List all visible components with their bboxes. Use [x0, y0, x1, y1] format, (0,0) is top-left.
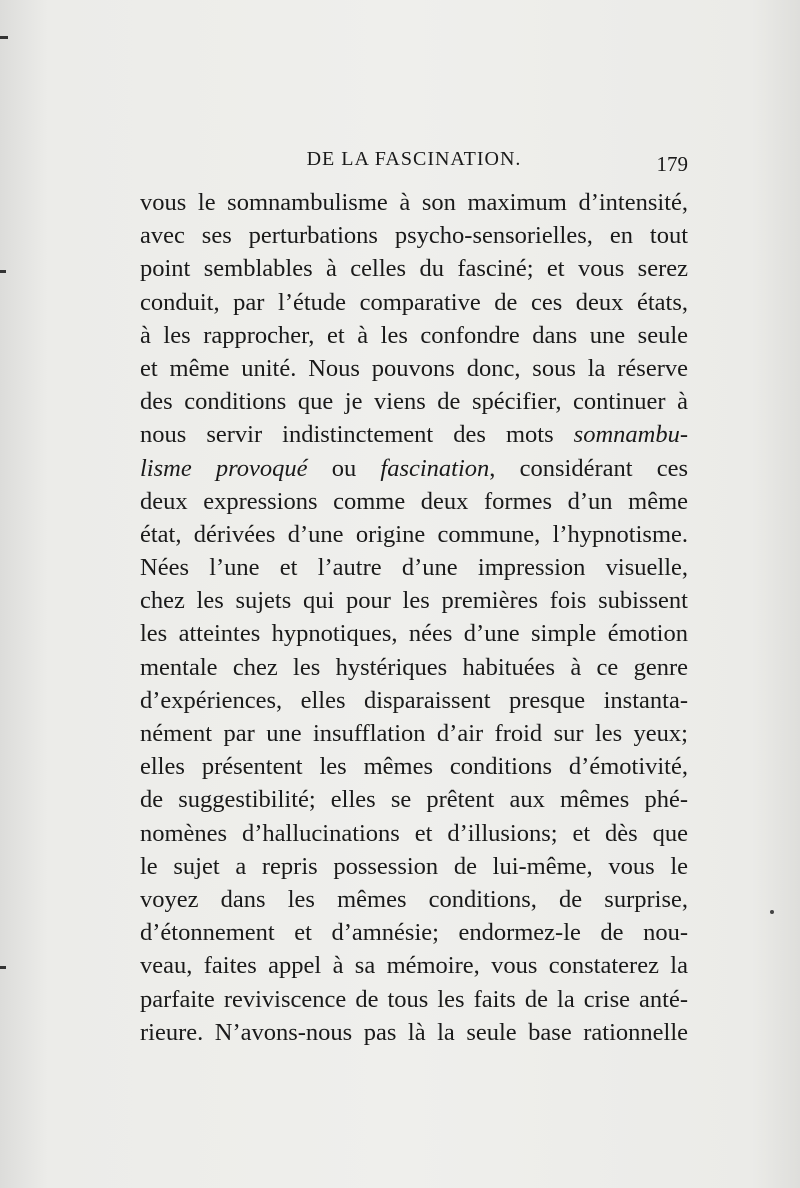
margin-mark	[0, 966, 6, 969]
text-segment: nous servir indistinctement des mots	[140, 421, 554, 449]
text-line: de suggestibilité; elles se prêtent aux mêmes phé-	[140, 786, 688, 814]
text-line: point semblables à celles du fasciné; et vous serez	[140, 255, 688, 283]
italic-term: fascination	[380, 454, 490, 482]
text-line: conduit, par l’étude comparative de ces deux états,	[140, 288, 688, 316]
margin-mark	[0, 36, 8, 39]
text-line: nément par une insufflation d’air froid sur les yeux;	[140, 720, 688, 747]
text-line: rieure. N’avons-nous pas là la seule base rationnelle	[140, 1018, 688, 1046]
running-head	[140, 148, 688, 178]
text-line: chez les sujets qui pour les premières fois subissent	[140, 587, 688, 615]
text-line: voyez dans les mêmes conditions, de surprise,	[140, 885, 688, 913]
italic-term: lisme provoqué	[140, 454, 308, 482]
text-line: d’étonnement et d’amnésie; endormez-le de nou-	[140, 919, 688, 947]
text-line: et même unité. Nous pouvons donc, sous la réserve	[140, 354, 688, 382]
text-line: veau, faites appel à sa mémoire, vous constaterez la	[140, 952, 688, 980]
text-line: mentale chez les hystériques habituées à ce genre	[140, 653, 688, 681]
page-number: 179	[656, 152, 688, 176]
text-line	[140, 452, 688, 485]
text-line: d’expériences, elles disparaissent presque instanta-	[140, 686, 688, 714]
ink-speck	[770, 910, 774, 914]
text-line: vous le somnambulisme à son maximum d’intensité,	[140, 189, 688, 216]
text-segment: , considérant ces	[489, 454, 688, 482]
text-line: le sujet a repris possession de lui-même, vous le	[140, 852, 688, 880]
text-line: nomènes d’hallucinations et d’illusions; et dès que	[140, 819, 688, 847]
text-line: état, dérivées d’une origine commune, l’hypnotisme.	[140, 520, 688, 548]
text-line: deux expressions comme deux formes d’un même	[140, 487, 688, 515]
text-line: des conditions que je viens de spécifier, continuer à	[140, 388, 688, 416]
text-line: parfaite reviviscence de tous les faits de la crise anté-	[140, 985, 688, 1013]
text-segment: ou	[331, 454, 357, 482]
running-title: DE LA FASCINATION.	[306, 148, 522, 170]
body-text	[140, 186, 688, 1049]
text-line: les atteintes hypnotiques, nées d’une simple émotion	[140, 620, 688, 648]
italic-term: somnambu-	[573, 421, 688, 449]
text-line: Nées l’une et l’autre d’une impression visuelle,	[140, 554, 688, 582]
text-line	[140, 418, 688, 451]
text-line: elles présentent les mêmes conditions d’émotivité,	[140, 753, 688, 781]
text-line: avec ses perturbations psycho-sensorielles, en tout	[140, 222, 688, 250]
margin-mark	[0, 270, 6, 273]
text-line: à les rapprocher, et à les confondre dans une seule	[140, 321, 688, 349]
